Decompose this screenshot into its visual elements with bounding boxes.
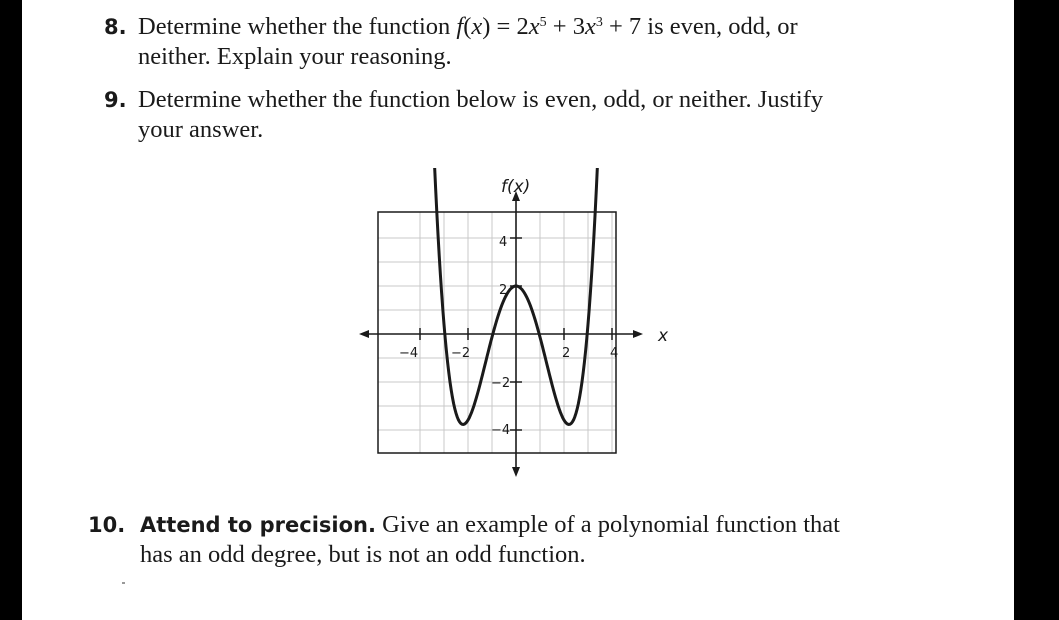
y-axis-label: f(x)	[501, 177, 531, 197]
question-text	[138, 12, 924, 72]
y-tick-label-2: 2	[499, 283, 508, 298]
question-number: 8.	[104, 15, 127, 39]
exponent: 3	[595, 15, 603, 30]
y-tick-label-neg4: −4	[491, 423, 511, 438]
text-segment: has an odd degree, but is not an odd function.	[140, 541, 586, 568]
variable: x	[584, 13, 596, 40]
graph-grid	[378, 212, 619, 453]
x-axis-label: x	[658, 326, 669, 346]
exponent: 5	[539, 15, 547, 30]
question-number: 10.	[88, 513, 126, 537]
text-segment: Give an example of a polynomial function that	[375, 511, 840, 538]
text-segment: Determine whether the function	[138, 13, 457, 40]
worksheet-page	[22, 0, 1014, 620]
question-text	[140, 510, 908, 570]
question-text	[138, 85, 924, 145]
text-segment: = 2	[490, 13, 529, 40]
y-tick-label-4: 4	[499, 235, 508, 250]
question-number: 9.	[104, 88, 127, 112]
function-graph	[352, 168, 692, 478]
variable: x	[528, 13, 540, 40]
text-segment: your answer.	[138, 116, 264, 143]
variable: x	[471, 13, 483, 40]
x-tick-label-neg2: −2	[451, 346, 471, 361]
x-tick-label-2: 2	[562, 346, 571, 361]
question-8	[104, 12, 924, 72]
x-tick-label-neg4: −4	[399, 346, 419, 361]
text-segment: )	[482, 13, 491, 40]
function-name: f	[456, 13, 464, 40]
question-9	[104, 85, 924, 145]
question-10	[88, 510, 908, 570]
graph-frame	[378, 212, 619, 453]
text-segment: neither. Explain your reasoning.	[138, 43, 452, 70]
text-segment: (	[463, 13, 472, 40]
stray-mark	[122, 582, 125, 584]
text-segment: Determine whether the function below is even, odd, or neither. Justify	[138, 86, 824, 113]
question-lead: Attend to precision.	[140, 513, 376, 537]
text-segment: + 7 is even, odd, or	[602, 13, 798, 40]
x-tick-label-4: 4	[610, 346, 619, 361]
text-segment: + 3	[546, 13, 585, 40]
y-tick-label-neg2: −2	[491, 376, 511, 391]
